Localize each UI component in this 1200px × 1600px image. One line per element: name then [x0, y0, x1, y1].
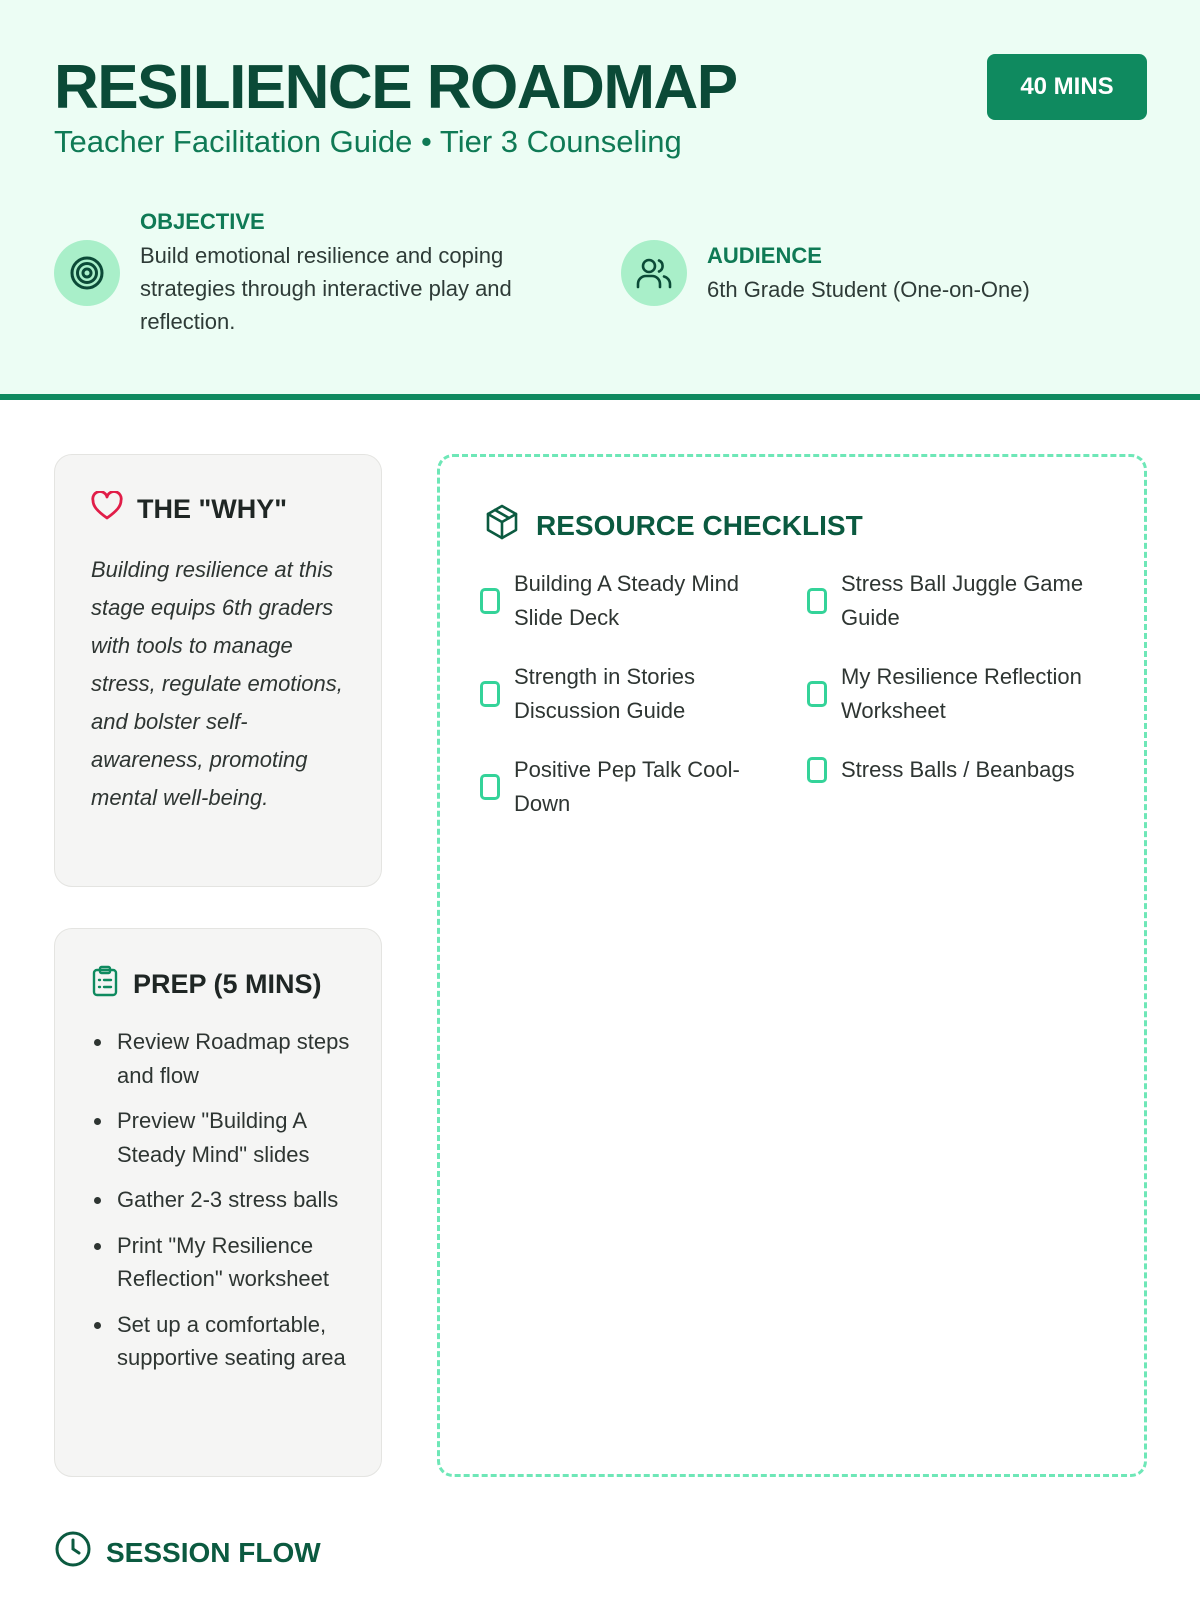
prep-heading-text: PREP (5 MINS) — [133, 969, 322, 999]
list-item: Gather 2-3 stress balls — [91, 1183, 359, 1217]
why-heading-text: THE "WHY" — [137, 494, 288, 524]
checklist-label: Stress Balls / Beanbags — [841, 757, 1075, 782]
users-icon — [621, 240, 687, 306]
checkbox[interactable] — [807, 681, 827, 707]
checklist-item[interactable] — [807, 753, 1107, 787]
checklist-label: Building A Steady Mind Slide Deck — [514, 571, 740, 630]
page-title: RESILIENCE ROADMAP — [54, 53, 737, 122]
page-subtitle: Teacher Facilitation Guide • Tier 3 Counseling — [54, 124, 682, 159]
objective-text: Build emotional resilience and coping strategies through interactive play and reflection. — [140, 243, 512, 334]
checklist-label: My Resilience Reflection Worksheet — [841, 664, 1082, 723]
header — [0, 0, 1200, 400]
why-text: Building resilience at this stage equips 6th graders with tools to manage stress, regulate emotions, and bolster self-awareness, promoting mental well-being. — [91, 557, 343, 810]
audience-label: AUDIENCE — [707, 243, 822, 268]
why-heading — [91, 491, 287, 528]
checkbox[interactable] — [807, 757, 827, 783]
audience-text: 6th Grade Student (One-on-One) — [707, 277, 1030, 302]
prep-list — [91, 1025, 359, 1387]
why-card — [54, 454, 382, 887]
list-item: Set up a comfortable, supportive seating area — [91, 1308, 359, 1375]
checklist-label: Stress Ball Juggle Game Guide — [841, 571, 1084, 630]
package-icon — [484, 503, 520, 548]
checkbox[interactable] — [480, 588, 500, 614]
checklist-item[interactable] — [807, 660, 1107, 727]
checkbox[interactable] — [480, 681, 500, 707]
target-icon — [54, 240, 120, 306]
heart-icon — [91, 491, 123, 528]
prep-heading — [91, 965, 322, 1004]
clipboard-icon — [91, 965, 119, 1004]
prep-card — [54, 928, 382, 1477]
resource-heading-text: RESOURCE CHECKLIST — [536, 509, 863, 541]
checklist-label: Strength in Stories Discussion Guide — [514, 664, 695, 723]
list-item: Print "My Resilience Reflection" worksheet — [91, 1229, 359, 1296]
checklist-item[interactable] — [807, 567, 1107, 634]
checkbox[interactable] — [807, 588, 827, 614]
resource-checklist — [437, 454, 1147, 1477]
objective-label: OBJECTIVE — [140, 209, 265, 234]
checklist-item[interactable] — [480, 753, 780, 820]
list-item: Review Roadmap steps and flow — [91, 1025, 359, 1092]
session-flow-heading-text: SESSION FLOW — [106, 1536, 321, 1568]
checklist-item[interactable] — [480, 660, 780, 727]
session-flow-heading — [54, 1530, 321, 1575]
checkbox[interactable] — [480, 774, 500, 800]
checklist-label: Positive Pep Talk Cool-Down — [514, 757, 740, 816]
list-item: Preview "Building A Steady Mind" slides — [91, 1104, 359, 1171]
duration-badge: 40 MINS — [987, 54, 1147, 120]
clock-icon — [54, 1530, 92, 1575]
resource-heading — [484, 503, 863, 548]
checklist-item[interactable] — [480, 567, 780, 634]
